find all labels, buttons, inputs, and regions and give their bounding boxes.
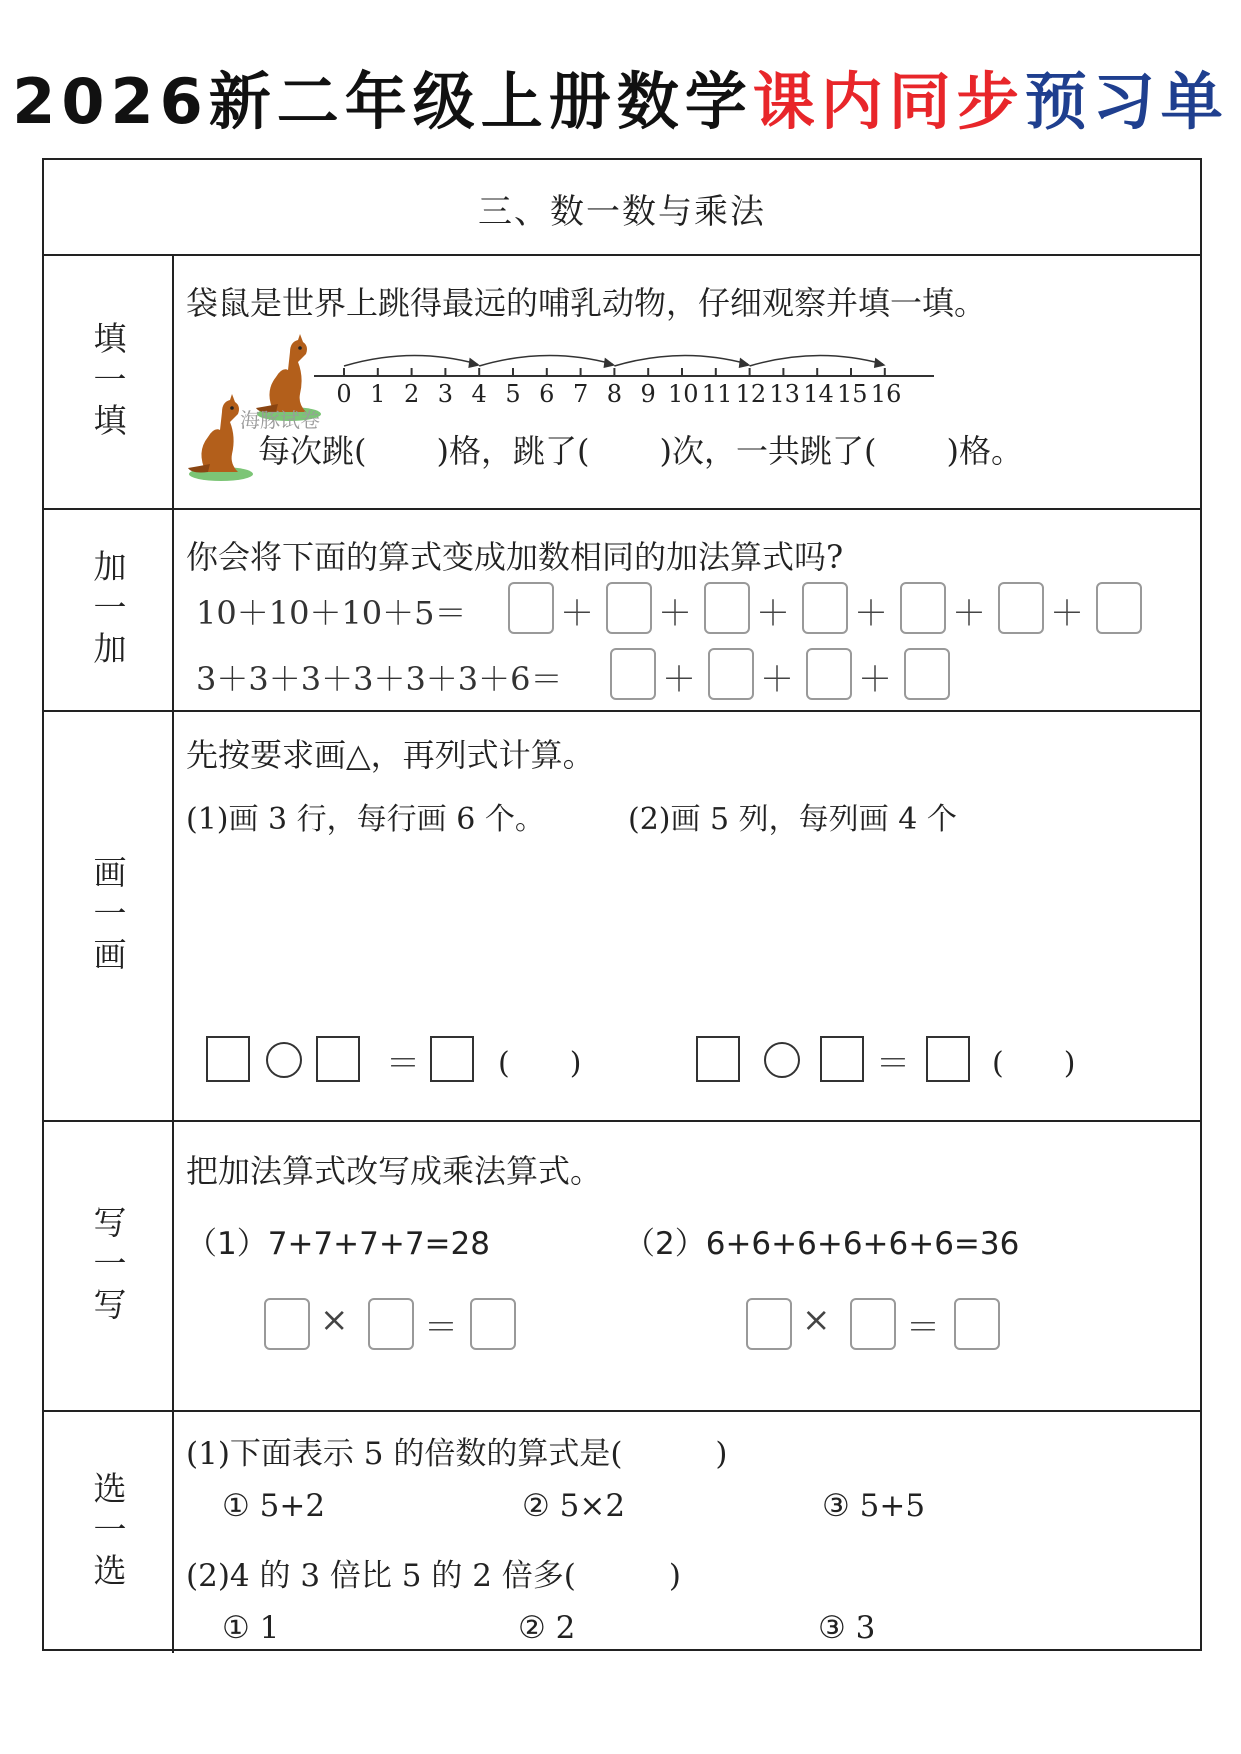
title-part-blue: 预习单 [1024, 65, 1229, 138]
equals-sign: ＝ [424, 1308, 458, 1348]
answer-box[interactable] [316, 1036, 360, 1082]
question-text: 先按要求画△，再列式计算。 [186, 736, 595, 774]
sub-question-2: (2)画 5 列，每列画 4 个 [628, 802, 957, 837]
answer-box[interactable] [746, 1298, 792, 1350]
jump-arc [479, 355, 612, 366]
answer-box[interactable] [998, 582, 1044, 634]
equation-2: 3＋3＋3＋3＋3＋3＋6＝ [196, 660, 563, 698]
sub-question-1: (1)画 3 行，每行画 6 个。 [186, 802, 545, 837]
plus-sign: ＋ [854, 594, 888, 634]
choice-option[interactable]: ③ 3 [818, 1610, 876, 1646]
question-text: 袋鼠是世界上跳得最远的哺乳动物，仔细观察并填一填。 [186, 284, 987, 322]
number-line-label: 8 [606, 380, 623, 408]
jump-arrowhead [740, 359, 749, 367]
answer-box[interactable] [470, 1298, 516, 1350]
unit-paren: ( ) [498, 1046, 582, 1081]
times-sign: × [802, 1300, 831, 1340]
question-text: 你会将下面的算式变成加数相同的加法算式吗? [186, 538, 844, 576]
equals-sign: ＝ [386, 1044, 420, 1084]
answer-box[interactable] [954, 1298, 1000, 1350]
choice-option[interactable]: ② 2 [518, 1610, 576, 1646]
section-label: 加一加 [44, 510, 174, 710]
answer-box[interactable] [708, 648, 754, 700]
choice-question-1: (1)下面表示 5 的倍数的算式是( ) [186, 1436, 728, 1472]
section-write [44, 1120, 1200, 1410]
jump-arrowhead [469, 359, 478, 367]
question-text: 把加法算式改写成乘法算式。 [186, 1152, 603, 1190]
plus-sign: ＋ [858, 660, 892, 700]
answer-text: )次，一共跳了( [659, 432, 877, 470]
page-title [0, 52, 1241, 141]
answer-text: 每次跳( [258, 432, 367, 470]
answer-box[interactable] [508, 582, 554, 634]
answer-box[interactable] [696, 1036, 740, 1082]
answer-box[interactable] [704, 582, 750, 634]
plus-sign: ＋ [1050, 594, 1084, 634]
jump-arrowhead [875, 359, 884, 367]
plus-sign: ＋ [560, 594, 594, 634]
title-part-red: 课内同步 [752, 65, 1025, 138]
jump-arrowhead [604, 359, 613, 367]
number-line-label: 3 [437, 380, 454, 408]
choice-option[interactable]: ① 1 [222, 1610, 280, 1646]
section-add [44, 508, 1200, 710]
equals-sign: ＝ [906, 1308, 940, 1348]
plus-sign: ＋ [658, 594, 692, 634]
jump-arc [614, 355, 747, 366]
jump-arc [750, 355, 883, 366]
choice-option[interactable]: ③ 5+5 [822, 1488, 926, 1524]
section-content [174, 1122, 1200, 1410]
number-line-label: 11 [701, 380, 733, 408]
fill-answer-line [258, 426, 1023, 472]
number-line-label: 10 [668, 380, 699, 408]
operator-circle[interactable] [266, 1042, 302, 1078]
plus-sign: ＋ [662, 660, 696, 700]
number-line-label: 9 [640, 380, 656, 408]
operator-circle[interactable] [764, 1042, 800, 1078]
answer-box[interactable] [368, 1298, 414, 1350]
answer-text: )格。 [946, 432, 1023, 470]
section-label: 画一画 [44, 712, 174, 1120]
number-line-label: 16 [870, 380, 902, 408]
answer-box[interactable] [900, 582, 946, 634]
answer-box[interactable] [850, 1298, 896, 1350]
number-line-label: 4 [471, 380, 487, 408]
number-line-label: 6 [539, 380, 555, 408]
number-line-label: 15 [837, 380, 868, 408]
section-content [174, 1412, 1200, 1653]
number-line-label: 13 [769, 380, 800, 408]
answer-box[interactable] [926, 1036, 970, 1082]
sub-question-2: （2）6+6+6+6+6+6=36 [624, 1226, 1020, 1262]
answer-box[interactable] [1096, 582, 1142, 634]
title-part-black: 2026新二年级上册数学 [12, 65, 753, 138]
number-line-label: 0 [336, 380, 352, 408]
choice-option[interactable]: ① 5+2 [222, 1488, 326, 1524]
plus-sign: ＋ [756, 594, 790, 634]
times-sign: × [320, 1300, 349, 1340]
choice-option[interactable]: ② 5×2 [522, 1488, 626, 1524]
section-content [174, 256, 1200, 508]
section-label: 选一选 [44, 1412, 174, 1653]
unit-header-row [44, 160, 1200, 254]
unit-title: 三、数一数与乘法 [478, 192, 766, 232]
watermark: 海豚试卷 [240, 408, 320, 432]
section-choose [44, 1410, 1200, 1653]
equation-1: 10＋10＋10＋5＝ [196, 594, 467, 632]
section-draw [44, 710, 1200, 1120]
equals-sign: ＝ [876, 1044, 910, 1084]
number-line-label: 14 [803, 380, 834, 408]
number-line-label: 7 [572, 380, 589, 408]
choice-question-2: (2)4 的 3 倍比 5 的 2 倍多( ) [186, 1558, 681, 1594]
number-line-label: 1 [370, 380, 386, 408]
worksheet-table [42, 158, 1202, 1651]
answer-box[interactable] [820, 1036, 864, 1082]
section-content [174, 712, 1200, 1120]
unit-paren: ( ) [992, 1046, 1076, 1081]
section-label: 填一填 [44, 256, 174, 508]
answer-box[interactable] [806, 648, 852, 700]
number-line-label: 2 [403, 380, 420, 408]
number-line-label: 12 [735, 380, 767, 408]
plus-sign: ＋ [952, 594, 986, 634]
section-content [174, 510, 1200, 710]
plus-sign: ＋ [760, 660, 794, 700]
section-label: 写一写 [44, 1122, 174, 1410]
answer-box[interactable] [606, 582, 652, 634]
answer-box[interactable] [802, 582, 848, 634]
sub-question-1: （1）7+7+7+7=28 [186, 1226, 490, 1262]
answer-box[interactable] [904, 648, 950, 700]
jump-arc [344, 355, 477, 366]
section-fill [44, 254, 1200, 508]
answer-box[interactable] [430, 1036, 474, 1082]
answer-text: )格，跳了( [436, 432, 590, 470]
number-line-label: 5 [505, 380, 521, 408]
answer-box[interactable] [264, 1298, 310, 1350]
answer-box[interactable] [610, 648, 656, 700]
answer-box[interactable] [206, 1036, 250, 1082]
